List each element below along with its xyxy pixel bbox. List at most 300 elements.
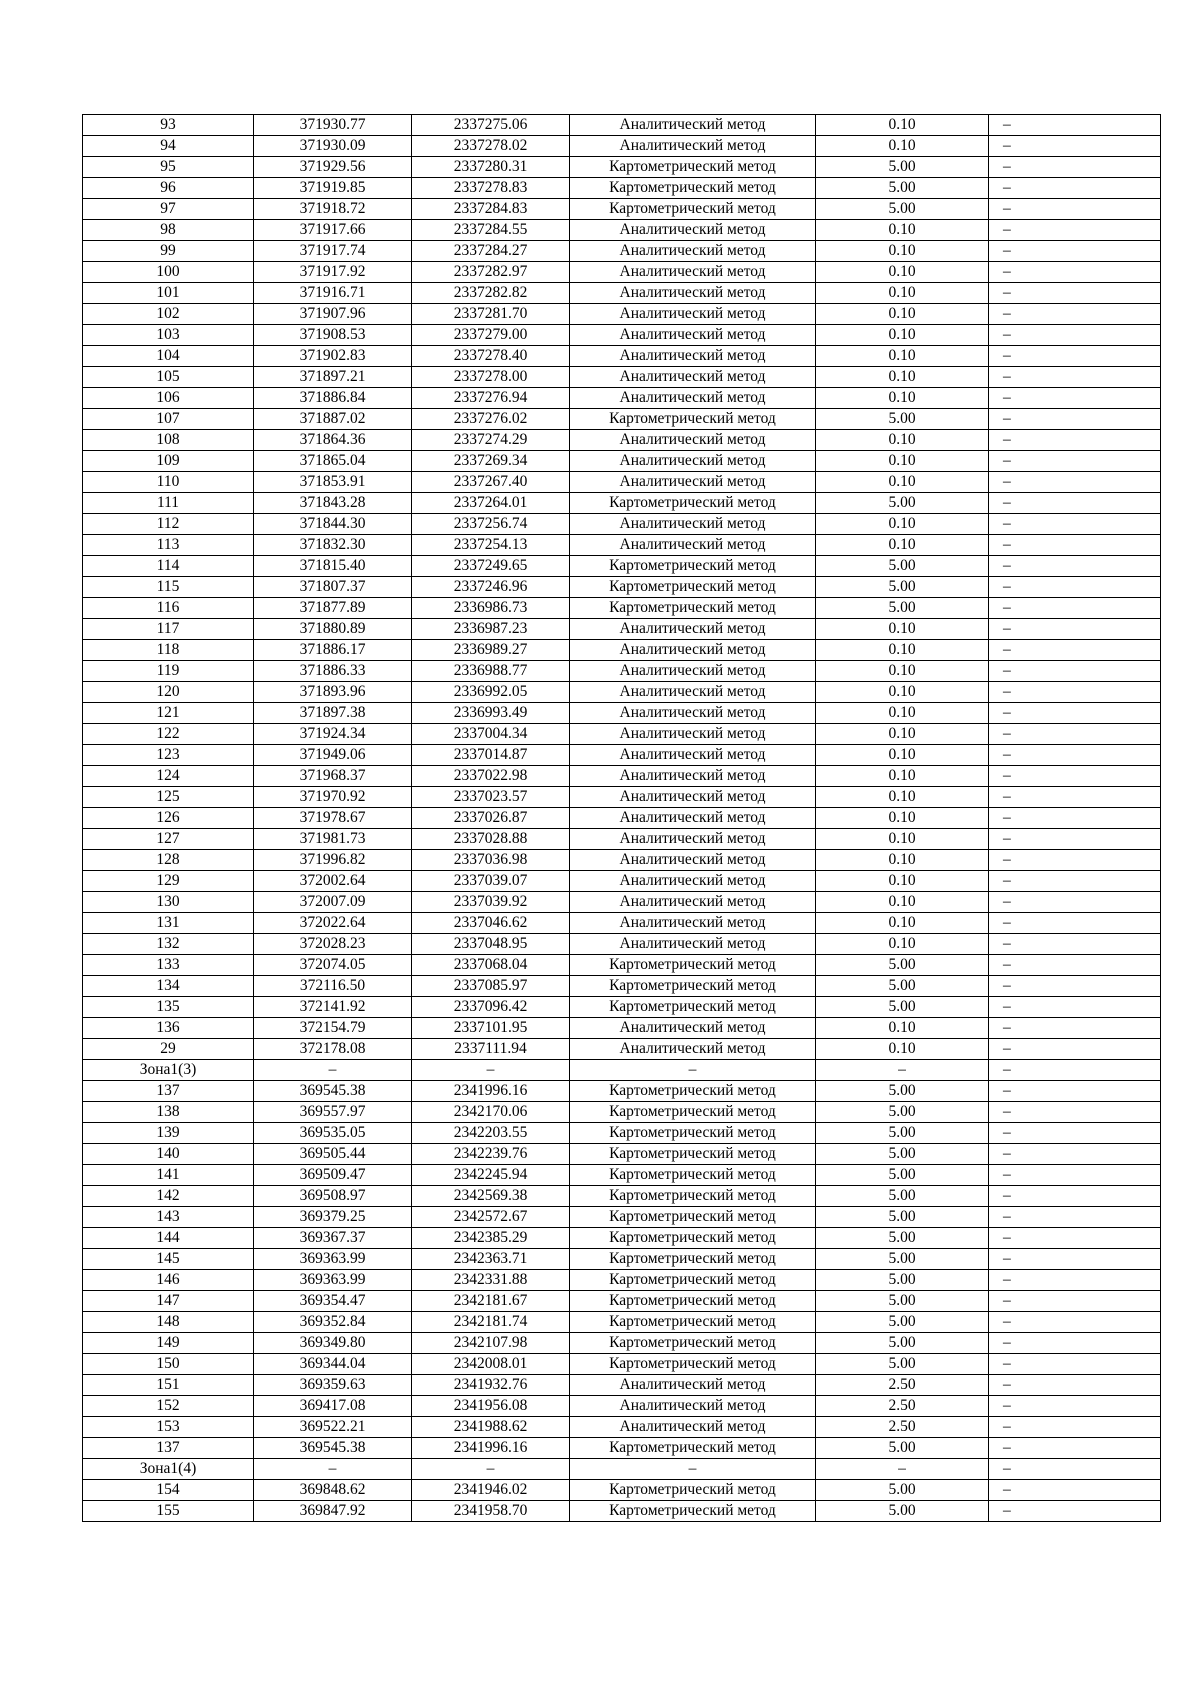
- accuracy-cell: 0.10: [816, 115, 989, 136]
- point-number-cell: 122: [83, 724, 254, 745]
- table-row: [83, 829, 1161, 850]
- y-coordinate-cell: 2337284.55: [412, 220, 570, 241]
- method-cell: Аналитический метод: [570, 430, 816, 451]
- accuracy-cell: 5.00: [816, 577, 989, 598]
- notes-cell: –: [989, 346, 1161, 367]
- y-coordinate-cell: 2337279.00: [412, 325, 570, 346]
- y-coordinate-cell: 2337278.02: [412, 136, 570, 157]
- method-cell: Картометрический метод: [570, 997, 816, 1018]
- y-coordinate-cell: 2342572.67: [412, 1207, 570, 1228]
- y-coordinate-cell: 2342331.88: [412, 1270, 570, 1291]
- notes-cell: –: [989, 766, 1161, 787]
- notes-cell: –: [989, 1354, 1161, 1375]
- x-coordinate-cell: 369545.38: [254, 1081, 412, 1102]
- accuracy-cell: 5.00: [816, 1102, 989, 1123]
- accuracy-cell: 0.10: [816, 829, 989, 850]
- table-row: [83, 136, 1161, 157]
- table-row: [83, 766, 1161, 787]
- method-cell: Картометрический метод: [570, 1123, 816, 1144]
- accuracy-cell: 0.10: [816, 703, 989, 724]
- method-cell: Картометрический метод: [570, 1102, 816, 1123]
- method-cell: Картометрический метод: [570, 1144, 816, 1165]
- accuracy-cell: 5.00: [816, 1228, 989, 1249]
- notes-cell: –: [989, 1270, 1161, 1291]
- y-coordinate-cell: 2337085.97: [412, 976, 570, 997]
- accuracy-cell: 0.10: [816, 472, 989, 493]
- point-number-cell: 133: [83, 955, 254, 976]
- point-number-cell: 100: [83, 262, 254, 283]
- y-coordinate-cell: 2337048.95: [412, 934, 570, 955]
- accuracy-cell: 0.10: [816, 661, 989, 682]
- x-coordinate-cell: 371970.92: [254, 787, 412, 808]
- notes-cell: –: [989, 682, 1161, 703]
- notes-cell: –: [989, 1207, 1161, 1228]
- method-cell: Аналитический метод: [570, 304, 816, 325]
- method-cell: Картометрический метод: [570, 1081, 816, 1102]
- coordinates-table: [82, 114, 1161, 1522]
- notes-cell: –: [989, 1417, 1161, 1438]
- y-coordinate-cell: 2337039.07: [412, 871, 570, 892]
- method-cell: Аналитический метод: [570, 766, 816, 787]
- y-coordinate-cell: 2342239.76: [412, 1144, 570, 1165]
- notes-cell: –: [989, 199, 1161, 220]
- point-number-cell: 103: [83, 325, 254, 346]
- x-coordinate-cell: 371981.73: [254, 829, 412, 850]
- x-coordinate-cell: 371897.38: [254, 703, 412, 724]
- notes-cell: –: [989, 1312, 1161, 1333]
- point-number-cell: 155: [83, 1501, 254, 1522]
- y-coordinate-cell: 2342569.38: [412, 1186, 570, 1207]
- point-number-cell: 115: [83, 577, 254, 598]
- x-coordinate-cell: 372074.05: [254, 955, 412, 976]
- x-coordinate-cell: 369352.84: [254, 1312, 412, 1333]
- table-row: [83, 535, 1161, 556]
- point-number-cell: 128: [83, 850, 254, 871]
- accuracy-cell: 0.10: [816, 745, 989, 766]
- notes-cell: –: [989, 787, 1161, 808]
- table-row: [83, 997, 1161, 1018]
- method-cell: Аналитический метод: [570, 829, 816, 850]
- notes-cell: –: [989, 829, 1161, 850]
- point-number-cell: 143: [83, 1207, 254, 1228]
- table-row: [83, 1417, 1161, 1438]
- accuracy-cell: 5.00: [816, 1354, 989, 1375]
- x-coordinate-cell: 371930.77: [254, 115, 412, 136]
- y-coordinate-cell: 2337276.02: [412, 409, 570, 430]
- x-coordinate-cell: 371843.28: [254, 493, 412, 514]
- table-row: [83, 913, 1161, 934]
- y-coordinate-cell: 2341956.08: [412, 1396, 570, 1417]
- method-cell: Аналитический метод: [570, 367, 816, 388]
- x-coordinate-cell: 372028.23: [254, 934, 412, 955]
- table-row: [83, 1480, 1161, 1501]
- method-cell: Аналитический метод: [570, 913, 816, 934]
- table-row: [83, 157, 1161, 178]
- accuracy-cell: 0.10: [816, 325, 989, 346]
- point-number-cell: 152: [83, 1396, 254, 1417]
- point-number-cell: 105: [83, 367, 254, 388]
- accuracy-cell: 0.10: [816, 892, 989, 913]
- table-row: [83, 1501, 1161, 1522]
- table-row: [83, 1396, 1161, 1417]
- table-row: [83, 1249, 1161, 1270]
- method-cell: Аналитический метод: [570, 346, 816, 367]
- y-coordinate-cell: 2342385.29: [412, 1228, 570, 1249]
- notes-cell: –: [989, 451, 1161, 472]
- point-number-cell: 125: [83, 787, 254, 808]
- method-cell: Картометрический метод: [570, 1228, 816, 1249]
- x-coordinate-cell: 371996.82: [254, 850, 412, 871]
- y-coordinate-cell: 2337028.88: [412, 829, 570, 850]
- point-number-cell: 113: [83, 535, 254, 556]
- point-number-cell: 149: [83, 1333, 254, 1354]
- x-coordinate-cell: 369535.05: [254, 1123, 412, 1144]
- accuracy-cell: 0.10: [816, 304, 989, 325]
- x-coordinate-cell: 369509.47: [254, 1165, 412, 1186]
- x-coordinate-cell: 372007.09: [254, 892, 412, 913]
- table-row: [83, 871, 1161, 892]
- point-number-cell: 94: [83, 136, 254, 157]
- table-row: [83, 283, 1161, 304]
- table-row: [83, 241, 1161, 262]
- point-number-cell: 153: [83, 1417, 254, 1438]
- point-number-cell: 144: [83, 1228, 254, 1249]
- notes-cell: –: [989, 1459, 1161, 1480]
- y-coordinate-cell: 2337280.31: [412, 157, 570, 178]
- method-cell: Картометрический метод: [570, 1291, 816, 1312]
- method-cell: Аналитический метод: [570, 661, 816, 682]
- accuracy-cell: 5.00: [816, 598, 989, 619]
- point-number-cell: 110: [83, 472, 254, 493]
- notes-cell: –: [989, 388, 1161, 409]
- point-number-cell: 137: [83, 1438, 254, 1459]
- accuracy-cell: 0.10: [816, 241, 989, 262]
- accuracy-cell: 5.00: [816, 1480, 989, 1501]
- notes-cell: –: [989, 409, 1161, 430]
- x-coordinate-cell: –: [254, 1459, 412, 1480]
- notes-cell: –: [989, 934, 1161, 955]
- notes-cell: –: [989, 1501, 1161, 1522]
- notes-cell: –: [989, 976, 1161, 997]
- notes-cell: –: [989, 1081, 1161, 1102]
- table-row: [83, 1186, 1161, 1207]
- accuracy-cell: 0.10: [816, 808, 989, 829]
- point-number-cell: 126: [83, 808, 254, 829]
- notes-cell: –: [989, 577, 1161, 598]
- x-coordinate-cell: 371918.72: [254, 199, 412, 220]
- point-number-cell: 139: [83, 1123, 254, 1144]
- x-coordinate-cell: 372116.50: [254, 976, 412, 997]
- table-row: [83, 1354, 1161, 1375]
- y-coordinate-cell: 2342245.94: [412, 1165, 570, 1186]
- notes-cell: –: [989, 1249, 1161, 1270]
- table-row: [83, 1018, 1161, 1039]
- x-coordinate-cell: 371897.21: [254, 367, 412, 388]
- accuracy-cell: 5.00: [816, 1438, 989, 1459]
- method-cell: Аналитический метод: [570, 724, 816, 745]
- method-cell: Картометрический метод: [570, 178, 816, 199]
- notes-cell: –: [989, 997, 1161, 1018]
- method-cell: Аналитический метод: [570, 787, 816, 808]
- table-row: [83, 892, 1161, 913]
- y-coordinate-cell: 2337256.74: [412, 514, 570, 535]
- accuracy-cell: 0.10: [816, 1039, 989, 1060]
- method-cell: Картометрический метод: [570, 1186, 816, 1207]
- x-coordinate-cell: 371907.96: [254, 304, 412, 325]
- y-coordinate-cell: 2337276.94: [412, 388, 570, 409]
- table-row: [83, 640, 1161, 661]
- accuracy-cell: 5.00: [816, 1291, 989, 1312]
- accuracy-cell: 0.10: [816, 913, 989, 934]
- x-coordinate-cell: 371893.96: [254, 682, 412, 703]
- table-row: [83, 451, 1161, 472]
- x-coordinate-cell: –: [254, 1060, 412, 1081]
- point-number-cell: 145: [83, 1249, 254, 1270]
- method-cell: Картометрический метод: [570, 493, 816, 514]
- notes-cell: –: [989, 1186, 1161, 1207]
- accuracy-cell: 5.00: [816, 1207, 989, 1228]
- point-number-cell: 124: [83, 766, 254, 787]
- x-coordinate-cell: 369359.63: [254, 1375, 412, 1396]
- point-number-cell: 120: [83, 682, 254, 703]
- method-cell: Аналитический метод: [570, 1375, 816, 1396]
- accuracy-cell: 0.10: [816, 451, 989, 472]
- accuracy-cell: 5.00: [816, 1186, 989, 1207]
- y-coordinate-cell: 2337267.40: [412, 472, 570, 493]
- notes-cell: –: [989, 703, 1161, 724]
- table-row: [83, 955, 1161, 976]
- method-cell: Аналитический метод: [570, 241, 816, 262]
- table-row: [83, 220, 1161, 241]
- method-cell: Аналитический метод: [570, 934, 816, 955]
- notes-cell: –: [989, 1165, 1161, 1186]
- method-cell: Картометрический метод: [570, 955, 816, 976]
- coordinates-table-body: [83, 115, 1161, 1522]
- x-coordinate-cell: 371917.66: [254, 220, 412, 241]
- accuracy-cell: 5.00: [816, 1144, 989, 1165]
- method-cell: Аналитический метод: [570, 136, 816, 157]
- table-row: [83, 304, 1161, 325]
- y-coordinate-cell: 2342363.71: [412, 1249, 570, 1270]
- x-coordinate-cell: 369363.99: [254, 1270, 412, 1291]
- x-coordinate-cell: 372022.64: [254, 913, 412, 934]
- method-cell: Картометрический метод: [570, 157, 816, 178]
- table-row: [83, 619, 1161, 640]
- notes-cell: –: [989, 1144, 1161, 1165]
- accuracy-cell: 5.00: [816, 1165, 989, 1186]
- notes-cell: –: [989, 724, 1161, 745]
- notes-cell: –: [989, 178, 1161, 199]
- accuracy-cell: 0.10: [816, 850, 989, 871]
- y-coordinate-cell: 2342107.98: [412, 1333, 570, 1354]
- point-number-cell: 135: [83, 997, 254, 1018]
- y-coordinate-cell: 2337036.98: [412, 850, 570, 871]
- y-coordinate-cell: 2342203.55: [412, 1123, 570, 1144]
- y-coordinate-cell: 2337096.42: [412, 997, 570, 1018]
- method-cell: Аналитический метод: [570, 220, 816, 241]
- notes-cell: –: [989, 262, 1161, 283]
- y-coordinate-cell: 2336986.73: [412, 598, 570, 619]
- method-cell: Аналитический метод: [570, 1018, 816, 1039]
- method-cell: Аналитический метод: [570, 1039, 816, 1060]
- notes-cell: –: [989, 1102, 1161, 1123]
- notes-cell: –: [989, 556, 1161, 577]
- y-coordinate-cell: 2337254.13: [412, 535, 570, 556]
- point-number-cell: 99: [83, 241, 254, 262]
- table-row: [83, 1060, 1161, 1081]
- point-number-cell: 109: [83, 451, 254, 472]
- method-cell: Картометрический метод: [570, 1480, 816, 1501]
- point-number-cell: 112: [83, 514, 254, 535]
- notes-cell: –: [989, 1396, 1161, 1417]
- x-coordinate-cell: 369349.80: [254, 1333, 412, 1354]
- x-coordinate-cell: 369344.04: [254, 1354, 412, 1375]
- method-cell: Аналитический метод: [570, 535, 816, 556]
- y-coordinate-cell: 2337278.00: [412, 367, 570, 388]
- method-cell: Картометрический метод: [570, 598, 816, 619]
- accuracy-cell: 0.10: [816, 682, 989, 703]
- x-coordinate-cell: 369508.97: [254, 1186, 412, 1207]
- table-row: [83, 787, 1161, 808]
- notes-cell: –: [989, 1438, 1161, 1459]
- x-coordinate-cell: 371916.71: [254, 283, 412, 304]
- y-coordinate-cell: 2341988.62: [412, 1417, 570, 1438]
- method-cell: Аналитический метод: [570, 619, 816, 640]
- accuracy-cell: 0.10: [816, 619, 989, 640]
- point-number-cell: 138: [83, 1102, 254, 1123]
- y-coordinate-cell: 2337004.34: [412, 724, 570, 745]
- point-number-cell: 119: [83, 661, 254, 682]
- accuracy-cell: 5.00: [816, 1270, 989, 1291]
- table-row: [83, 1039, 1161, 1060]
- x-coordinate-cell: 369557.97: [254, 1102, 412, 1123]
- point-number-cell: 93: [83, 115, 254, 136]
- y-coordinate-cell: 2337246.96: [412, 577, 570, 598]
- point-number-cell: 102: [83, 304, 254, 325]
- y-coordinate-cell: 2341958.70: [412, 1501, 570, 1522]
- accuracy-cell: 2.50: [816, 1417, 989, 1438]
- table-row: [83, 1123, 1161, 1144]
- table-row: [83, 745, 1161, 766]
- notes-cell: –: [989, 304, 1161, 325]
- table-row: [83, 430, 1161, 451]
- accuracy-cell: 5.00: [816, 1123, 989, 1144]
- y-coordinate-cell: 2337264.01: [412, 493, 570, 514]
- x-coordinate-cell: 371815.40: [254, 556, 412, 577]
- method-cell: Аналитический метод: [570, 1417, 816, 1438]
- x-coordinate-cell: 371844.30: [254, 514, 412, 535]
- point-number-cell: Зона1(3): [83, 1060, 254, 1081]
- accuracy-cell: 5.00: [816, 409, 989, 430]
- table-row: [83, 1333, 1161, 1354]
- y-coordinate-cell: 2337111.94: [412, 1039, 570, 1060]
- accuracy-cell: –: [816, 1459, 989, 1480]
- y-coordinate-cell: 2337282.82: [412, 283, 570, 304]
- x-coordinate-cell: 371919.85: [254, 178, 412, 199]
- x-coordinate-cell: 371853.91: [254, 472, 412, 493]
- table-row: [83, 703, 1161, 724]
- method-cell: Картометрический метод: [570, 1438, 816, 1459]
- table-row: [83, 409, 1161, 430]
- x-coordinate-cell: 371887.02: [254, 409, 412, 430]
- point-number-cell: 147: [83, 1291, 254, 1312]
- point-number-cell: 148: [83, 1312, 254, 1333]
- x-coordinate-cell: 369847.92: [254, 1501, 412, 1522]
- x-coordinate-cell: 369522.21: [254, 1417, 412, 1438]
- y-coordinate-cell: 2341996.16: [412, 1438, 570, 1459]
- accuracy-cell: 0.10: [816, 346, 989, 367]
- method-cell: Картометрический метод: [570, 1333, 816, 1354]
- x-coordinate-cell: 371978.67: [254, 808, 412, 829]
- x-coordinate-cell: 371968.37: [254, 766, 412, 787]
- table-row: [83, 262, 1161, 283]
- accuracy-cell: 0.10: [816, 766, 989, 787]
- table-row: [83, 1312, 1161, 1333]
- method-cell: Аналитический метод: [570, 451, 816, 472]
- table-row: [83, 682, 1161, 703]
- x-coordinate-cell: 371917.74: [254, 241, 412, 262]
- method-cell: Аналитический метод: [570, 472, 816, 493]
- x-coordinate-cell: 369363.99: [254, 1249, 412, 1270]
- table-row: [83, 1438, 1161, 1459]
- y-coordinate-cell: 2337039.92: [412, 892, 570, 913]
- x-coordinate-cell: 371864.36: [254, 430, 412, 451]
- notes-cell: –: [989, 1039, 1161, 1060]
- accuracy-cell: 0.10: [816, 871, 989, 892]
- method-cell: Картометрический метод: [570, 556, 816, 577]
- point-number-cell: 106: [83, 388, 254, 409]
- y-coordinate-cell: 2337026.87: [412, 808, 570, 829]
- x-coordinate-cell: 369417.08: [254, 1396, 412, 1417]
- notes-cell: –: [989, 619, 1161, 640]
- accuracy-cell: 0.10: [816, 430, 989, 451]
- table-row: [83, 472, 1161, 493]
- point-number-cell: 132: [83, 934, 254, 955]
- table-row: [83, 1102, 1161, 1123]
- y-coordinate-cell: 2337274.29: [412, 430, 570, 451]
- y-coordinate-cell: 2342181.67: [412, 1291, 570, 1312]
- y-coordinate-cell: 2336993.49: [412, 703, 570, 724]
- point-number-cell: 127: [83, 829, 254, 850]
- y-coordinate-cell: 2337249.65: [412, 556, 570, 577]
- point-number-cell: 118: [83, 640, 254, 661]
- table-row: [83, 934, 1161, 955]
- accuracy-cell: 5.00: [816, 1249, 989, 1270]
- point-number-cell: 116: [83, 598, 254, 619]
- point-number-cell: 150: [83, 1354, 254, 1375]
- method-cell: Аналитический метод: [570, 283, 816, 304]
- x-coordinate-cell: 371886.17: [254, 640, 412, 661]
- y-coordinate-cell: 2337046.62: [412, 913, 570, 934]
- accuracy-cell: 0.10: [816, 220, 989, 241]
- point-number-cell: 29: [83, 1039, 254, 1060]
- x-coordinate-cell: 369505.44: [254, 1144, 412, 1165]
- table-row: [83, 1375, 1161, 1396]
- table-row: [83, 556, 1161, 577]
- point-number-cell: 123: [83, 745, 254, 766]
- table-row: [83, 367, 1161, 388]
- notes-cell: –: [989, 220, 1161, 241]
- accuracy-cell: 0.10: [816, 262, 989, 283]
- notes-cell: –: [989, 493, 1161, 514]
- x-coordinate-cell: 371917.92: [254, 262, 412, 283]
- notes-cell: –: [989, 157, 1161, 178]
- table-row: [83, 1165, 1161, 1186]
- accuracy-cell: 5.00: [816, 199, 989, 220]
- y-coordinate-cell: 2342181.74: [412, 1312, 570, 1333]
- table-row: [83, 1459, 1161, 1480]
- method-cell: Аналитический метод: [570, 640, 816, 661]
